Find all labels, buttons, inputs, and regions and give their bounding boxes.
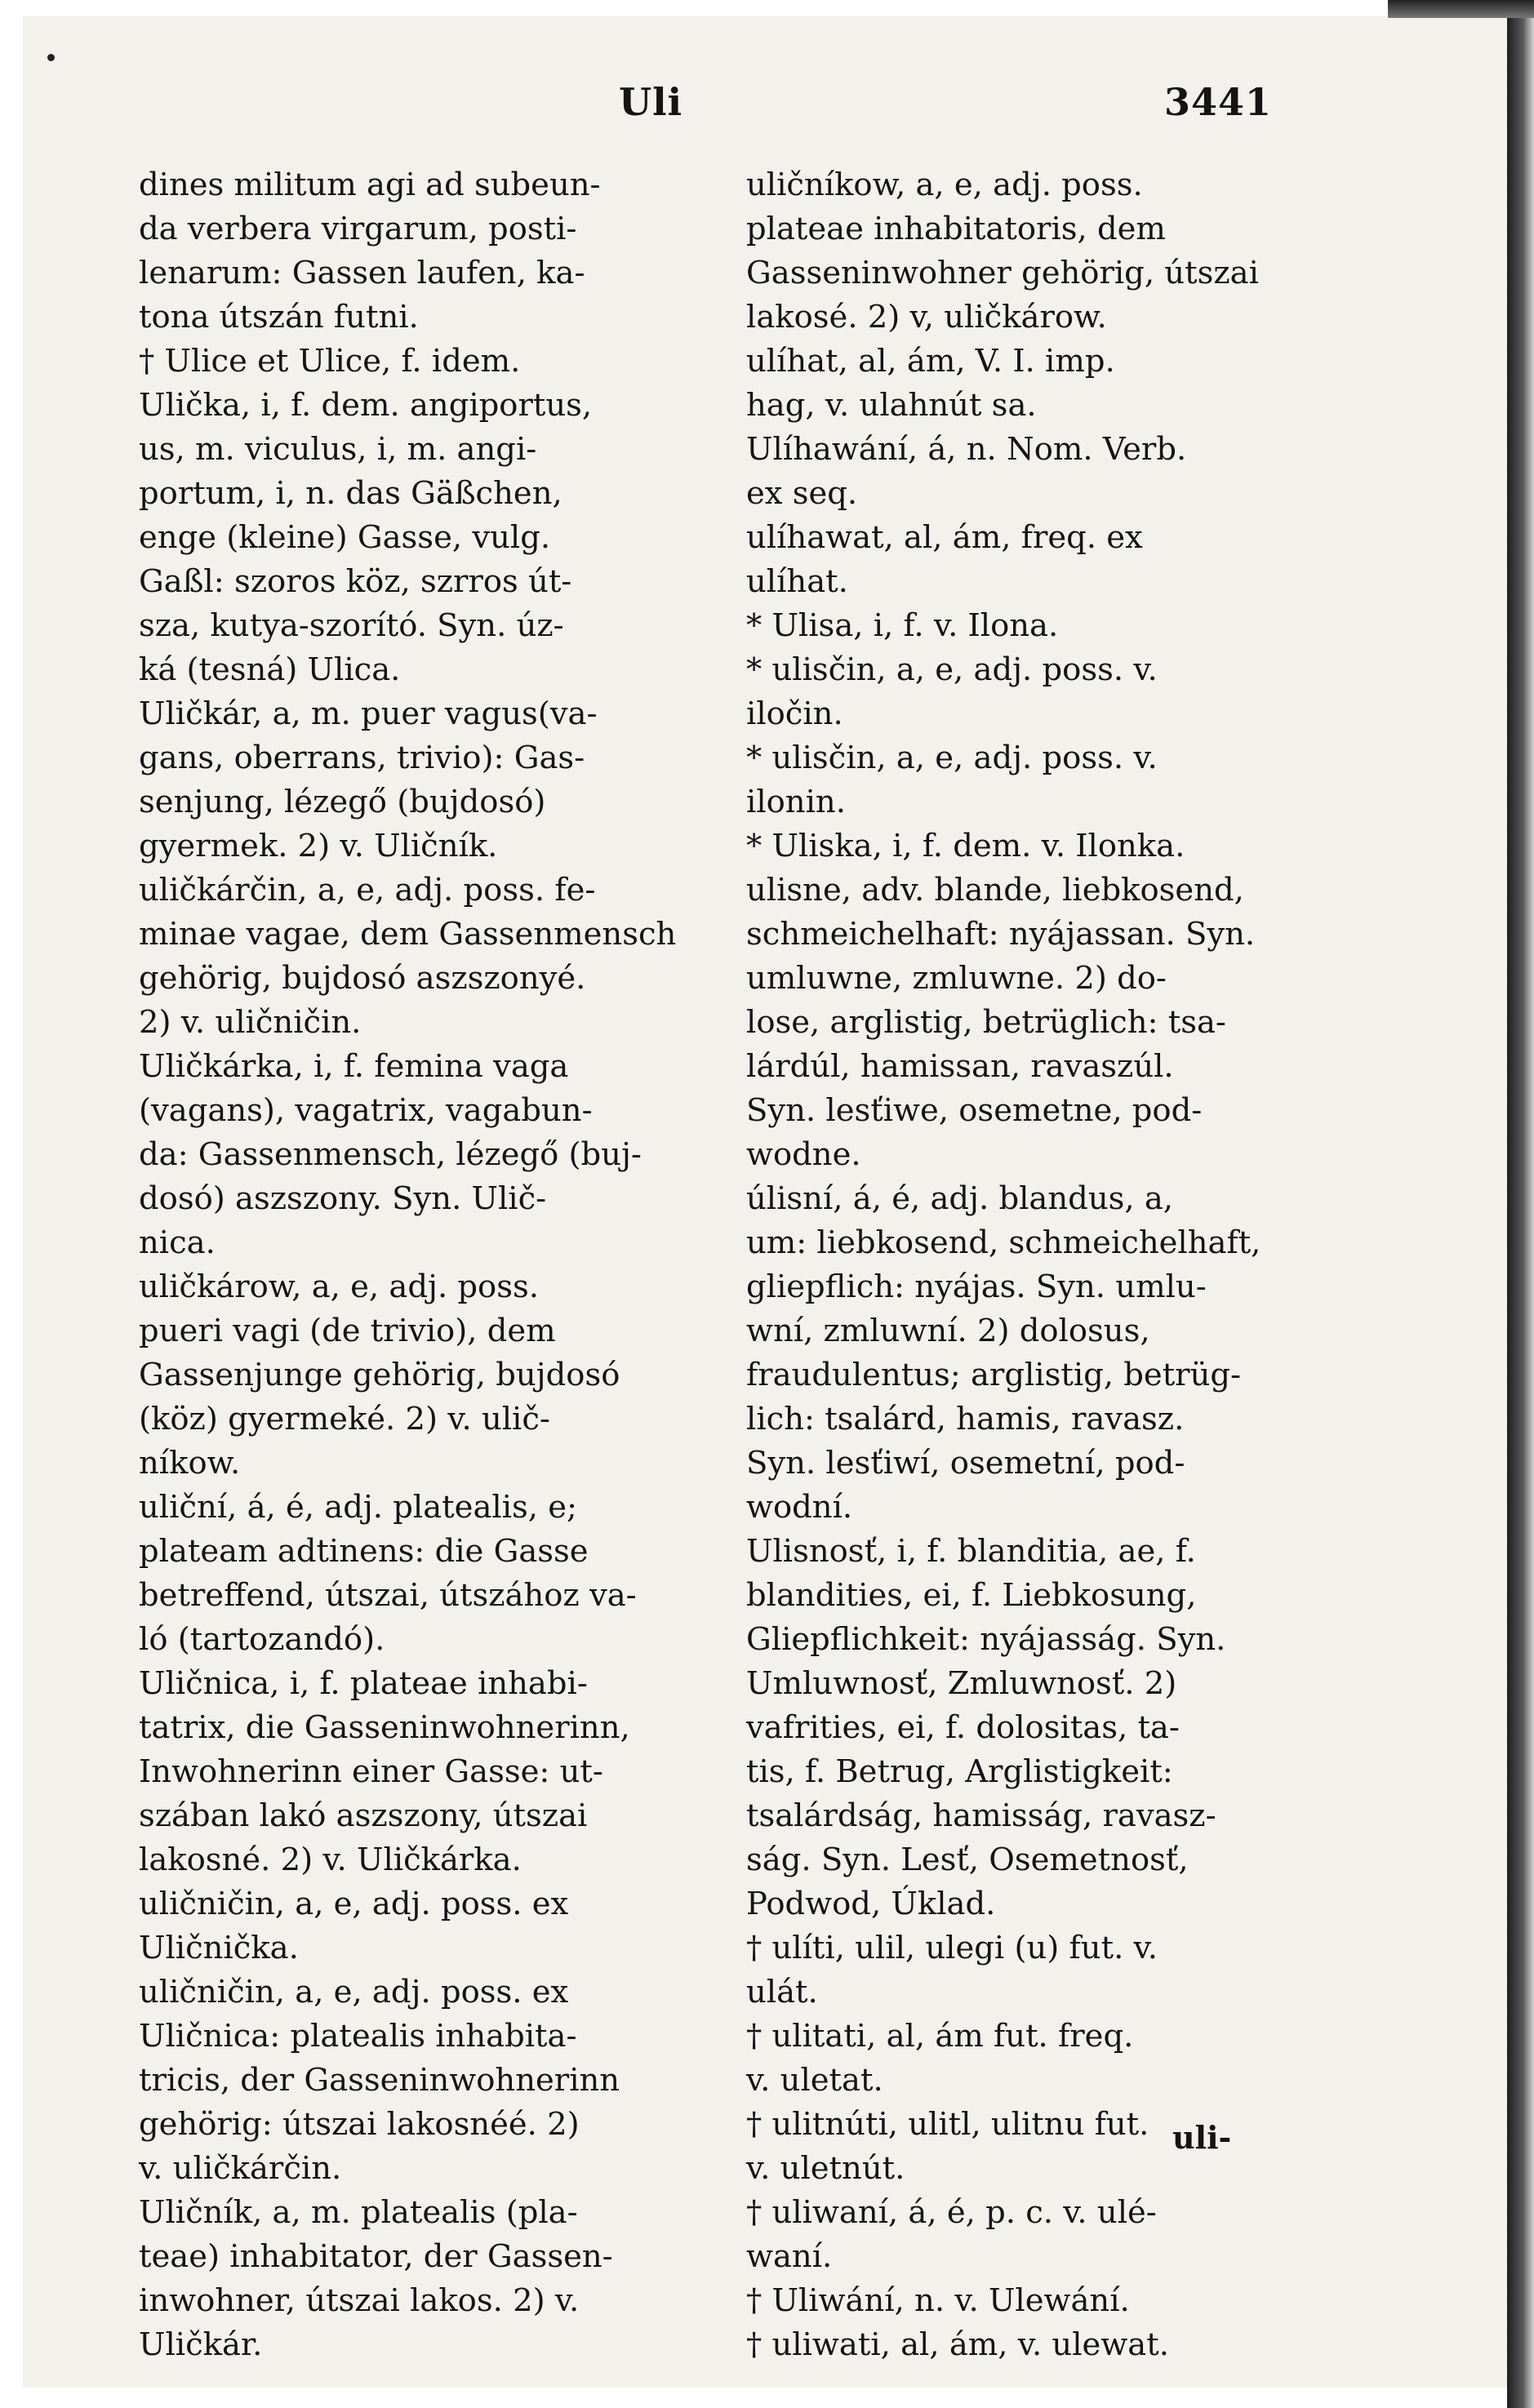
running-head: Uli bbox=[619, 80, 683, 124]
text-line: tona útszán futni. bbox=[139, 299, 419, 335]
text-line: Uličkárka, i, f. femina vaga bbox=[139, 1048, 569, 1085]
text-line: Syn. lesťiwe, osemetne, pod- bbox=[746, 1092, 1203, 1129]
text-line: gliepflich: nyájas. Syn. umlu- bbox=[746, 1268, 1207, 1305]
text-line: ex seq. bbox=[746, 475, 858, 512]
text-line: vafrities, ei, f. dolositas, ta- bbox=[746, 1709, 1180, 1746]
text-line: Uličkár. bbox=[139, 2326, 263, 2363]
text-line: uličkárčin, a, e, adj. poss. fe- bbox=[139, 872, 596, 909]
text-line: v. uličkárčin. bbox=[139, 2150, 342, 2187]
text-line: v. uletat. bbox=[746, 2062, 883, 2099]
text-line: 2) v. uličničin. bbox=[139, 1004, 362, 1041]
text-line: * Uliska, i, f. dem. v. Ilonka. bbox=[746, 828, 1185, 864]
text-line: Uličkár, a, m. puer vagus(va- bbox=[139, 695, 598, 732]
text-line: ló (tartozandó). bbox=[139, 1621, 385, 1658]
text-line: ká (tesná) Ulica. bbox=[139, 651, 401, 688]
text-line: gans, oberrans, trivio): Gas- bbox=[139, 740, 585, 776]
text-line: wodne. bbox=[746, 1136, 861, 1173]
text-line: um: liebkosend, schmeichelhaft, bbox=[746, 1224, 1261, 1261]
text-line: † Ulice et Ulice, f. idem. bbox=[139, 343, 521, 380]
text-line: teae) inhabitator, der Gassen- bbox=[139, 2238, 613, 2275]
text-line: Ulička, i, f. dem. angiportus, bbox=[139, 387, 593, 424]
text-line: ulisne, adv. blande, liebkosend, bbox=[746, 872, 1244, 909]
text-line: † uliwaní, á, é, p. c. v. ulé- bbox=[746, 2194, 1157, 2231]
text-line: nica. bbox=[139, 1224, 216, 1261]
text-line: Uličnica, i, f. plateae inhabi- bbox=[139, 1665, 588, 1702]
text-line: uličníkow, a, e, adj. poss. bbox=[746, 167, 1143, 203]
right-column bbox=[746, 163, 1339, 2367]
text-line: inwohner, útszai lakos. 2) v. bbox=[139, 2282, 580, 2319]
text-line: * ulisčin, a, e, adj. poss. v. bbox=[746, 740, 1158, 776]
text-line: † Uliwání, n. v. Ulewání. bbox=[746, 2282, 1130, 2319]
left-column bbox=[139, 163, 731, 2367]
text-line: betreffend, útszai, útszához va- bbox=[139, 1577, 637, 1614]
text-line: tricis, der Gasseninwohnerinn bbox=[139, 2062, 620, 2099]
text-line: ulíhat, al, ám, V. I. imp. bbox=[746, 343, 1115, 380]
text-line: uličničin, a, e, adj. poss. ex bbox=[139, 1974, 569, 2010]
text-line: * ulisčin, a, e, adj. poss. v. bbox=[746, 651, 1158, 688]
text-line: tatrix, die Gasseninwohnerinn, bbox=[139, 1709, 630, 1746]
text-line: Gasseninwohner gehörig, útszai bbox=[746, 255, 1259, 291]
text-line: Ulíhawání, á, n. Nom. Verb. bbox=[746, 431, 1187, 468]
text-line: plateae inhabitatoris, dem bbox=[746, 211, 1166, 247]
text-line: lenarum: Gassen laufen, ka- bbox=[139, 255, 585, 291]
text-line: wní, zmluwní. 2) dolosus, bbox=[746, 1313, 1150, 1349]
text-line: minae vagae, dem Gassenmensch bbox=[139, 916, 677, 953]
text-line: ilonin. bbox=[746, 784, 846, 820]
text-line: portum, i, n. das Gäßchen, bbox=[139, 475, 562, 512]
text-line: Syn. lesťiwí, osemetní, pod- bbox=[746, 1445, 1185, 1482]
text-line: † ulitnúti, ulitl, ulitnu fut. bbox=[746, 2106, 1149, 2143]
text-line: wodní. bbox=[746, 1489, 853, 1526]
page-edge-shadow bbox=[1507, 0, 1534, 2408]
text-line: tsalárdság, hamisság, ravasz- bbox=[746, 1797, 1216, 1834]
text-line: Uličník, a, m. platealis (pla- bbox=[139, 2194, 578, 2231]
text-line: tis, f. Betrug, Arglistigkeit: bbox=[746, 1753, 1173, 1790]
text-line: lakosné. 2) v. Uličkárka. bbox=[139, 1842, 522, 1878]
text-line: gehörig, bujdosó aszszonyé. bbox=[139, 960, 586, 997]
text-line: blandities, ei, f. Liebkosung, bbox=[746, 1577, 1197, 1614]
text-line: uličkárow, a, e, adj. poss. bbox=[139, 1268, 539, 1305]
text-line: Ulisnosť, i, f. blanditia, ae, f. bbox=[746, 1533, 1196, 1570]
text-line: us, m. viculus, i, m. angi- bbox=[139, 431, 537, 468]
text-line: (vagans), vagatrix, vagabun- bbox=[139, 1092, 593, 1129]
text-line: sza, kutya-szorító. Syn. úz- bbox=[139, 607, 564, 644]
text-line: Uličnica: platealis inhabita- bbox=[139, 2018, 577, 2055]
text-line: da verbera virgarum, posti- bbox=[139, 211, 577, 247]
text-line: dines militum agi ad subeun- bbox=[139, 167, 601, 203]
text-line: fraudulentus; arglistig, betrüg- bbox=[746, 1357, 1242, 1393]
text-line: schmeichelhaft: nyájassan. Syn. bbox=[746, 916, 1256, 953]
text-line: lárdúl, hamissan, ravaszúl. bbox=[746, 1048, 1174, 1085]
text-line: uličničin, a, e, adj. poss. ex bbox=[139, 1886, 569, 1922]
text-line: gyermek. 2) v. Uličník. bbox=[139, 828, 498, 864]
text-line: lose, arglistig, betrüglich: tsa- bbox=[746, 1004, 1226, 1041]
text-line: plateam adtinens: die Gasse bbox=[139, 1533, 589, 1570]
text-line: iločin. bbox=[746, 695, 843, 732]
catchword: uli- bbox=[1172, 2119, 1232, 2156]
text-line: lakosé. 2) v, uličkárow. bbox=[746, 299, 1107, 335]
text-line: * Ulisa, i, f. v. Ilona. bbox=[746, 607, 1059, 644]
text-line: † ulíti, ulil, ulegi (u) fut. v. bbox=[746, 1930, 1158, 1966]
text-line: senjung, lézegő (bujdosó) bbox=[139, 784, 546, 820]
text-line: úlisní, á, é, adj. blandus, a, bbox=[746, 1180, 1174, 1217]
text-line: Gliepflichkeit: nyájasság. Syn. bbox=[746, 1621, 1226, 1658]
text-line: Uličnička. bbox=[139, 1930, 299, 1966]
text-line: níkow. bbox=[139, 1445, 241, 1482]
text-line: ulíhawat, al, ám, freq. ex bbox=[746, 519, 1143, 556]
text-line: (köz) gyermeké. 2) v. ulič- bbox=[139, 1401, 550, 1437]
text-line: Gaßl: szoros köz, szrros út- bbox=[139, 563, 572, 600]
text-line: gehörig: útszai lakosnéé. 2) bbox=[139, 2106, 580, 2143]
text-line: ulíhat. bbox=[746, 563, 848, 600]
text-line: Umluwnosť, Zmluwnosť. 2) bbox=[746, 1665, 1177, 1702]
text-line: dosó) aszszony. Syn. Ulič- bbox=[139, 1180, 547, 1217]
text-line: hag, v. ulahnút sa. bbox=[746, 387, 1037, 424]
text-line: Inwohnerinn einer Gasse: ut- bbox=[139, 1753, 603, 1790]
text-line: lich: tsalárd, hamis, ravasz. bbox=[746, 1401, 1185, 1437]
text-line: † ulitati, al, ám fut. freq. bbox=[746, 2018, 1134, 2055]
text-line: szában lakó aszszony, útszai bbox=[139, 1797, 588, 1834]
text-line: ulát. bbox=[746, 1974, 818, 2010]
text-line: uliční, á, é, adj. platealis, e; bbox=[139, 1489, 578, 1526]
text-line: umluwne, zmluwne. 2) do- bbox=[746, 960, 1167, 997]
text-line: Podwod, Úklad. bbox=[746, 1886, 996, 1922]
text-line: waní. bbox=[746, 2238, 833, 2275]
page-corner-shadow bbox=[1388, 0, 1534, 18]
ink-dot bbox=[47, 54, 55, 61]
text-line: enge (kleine) Gasse, vulg. bbox=[139, 519, 551, 556]
text-line: v. uletnút. bbox=[746, 2150, 905, 2187]
text-line: ság. Syn. Lesť, Osemetnosť, bbox=[746, 1842, 1189, 1878]
text-line: Gassenjunge gehörig, bujdosó bbox=[139, 1357, 620, 1393]
text-line: pueri vagi (de trivio), dem bbox=[139, 1313, 556, 1349]
text-line: † uliwati, al, ám, v. ulewat. bbox=[746, 2326, 1169, 2363]
text-line: da: Gassenmensch, lézegő (buj- bbox=[139, 1136, 642, 1173]
page-number: 3441 bbox=[1164, 80, 1273, 124]
